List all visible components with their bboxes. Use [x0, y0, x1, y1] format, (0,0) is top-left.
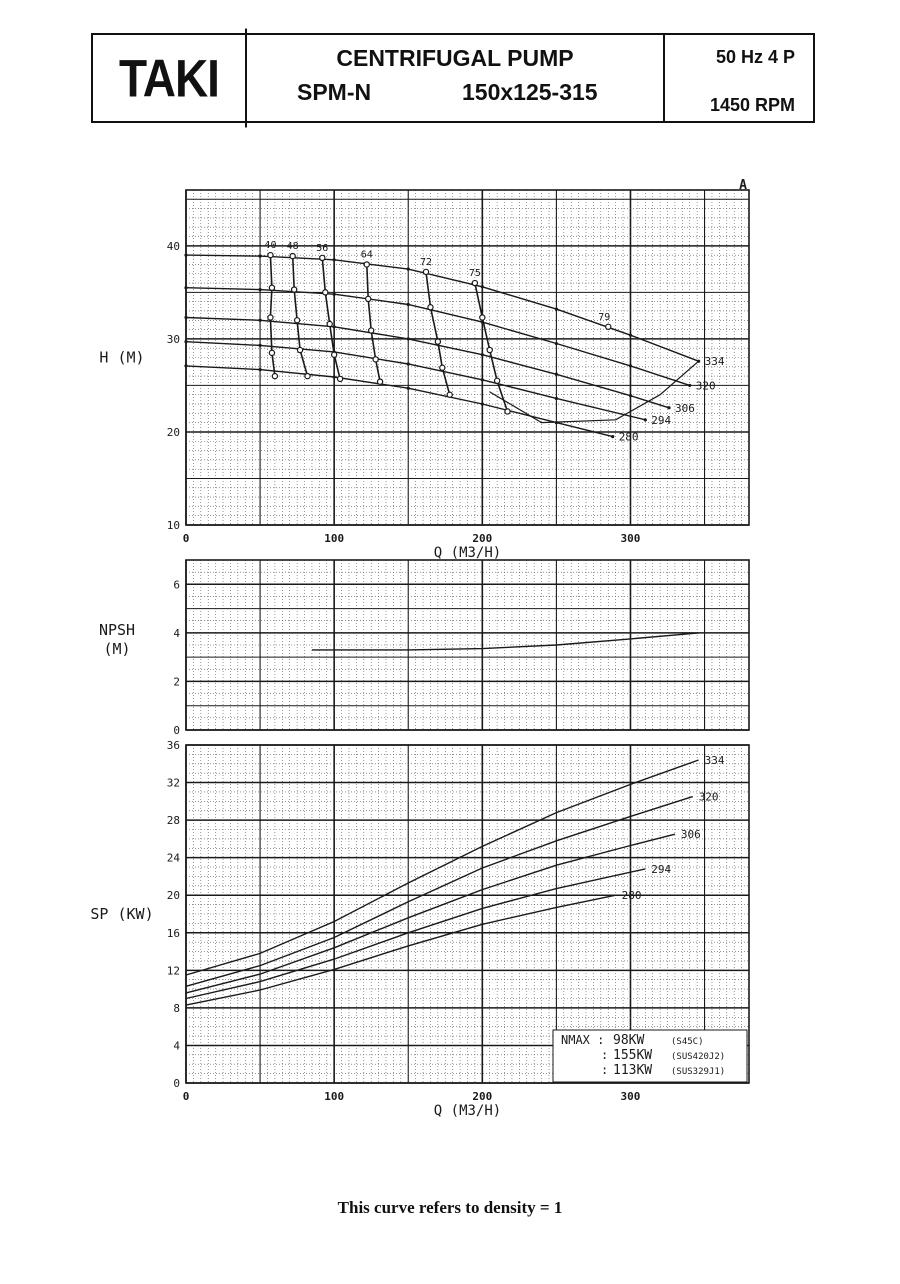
efficiency-point	[428, 305, 433, 310]
efficiency-point	[292, 287, 297, 292]
x-tick-label: 100	[324, 1090, 345, 1103]
data-point	[629, 334, 632, 337]
chart-marker: A	[739, 178, 747, 193]
data-point	[611, 435, 614, 438]
data-point	[407, 362, 410, 365]
series-line-334	[186, 760, 699, 975]
efficiency-point	[495, 378, 500, 383]
efficiency-point	[297, 347, 302, 352]
y-tick-label: 36	[166, 739, 180, 752]
y-tick-label: 28	[166, 814, 180, 828]
data-point	[333, 258, 336, 261]
efficiency-point	[487, 347, 492, 352]
series-label: 306	[680, 828, 701, 842]
efficiency-point	[364, 262, 369, 267]
efficiency-point	[369, 328, 374, 333]
data-point	[333, 375, 336, 378]
efficiency-point	[290, 253, 295, 258]
data-point	[258, 254, 261, 257]
y-tick-label: 6	[173, 578, 180, 592]
data-point	[184, 340, 187, 343]
efficiency-curve-56	[322, 258, 340, 379]
data-point	[629, 394, 632, 397]
efficiency-label: 40	[264, 240, 277, 252]
data-point	[258, 319, 261, 322]
product-title: CENTRIFUGAL PUMP	[336, 45, 574, 71]
efficiency-label: 56	[316, 242, 329, 254]
nmax-material: (SUS329J1)	[671, 1067, 726, 1077]
efficiency-point	[435, 339, 440, 344]
y-tick-label: 10	[166, 519, 180, 532]
data-point	[555, 397, 558, 400]
data-point	[481, 378, 484, 381]
series-label: 294	[651, 413, 672, 427]
series-label: 320	[698, 790, 719, 804]
x-axis-label: Q (M3/H)	[433, 1103, 502, 1119]
y-tick-label: 4	[173, 626, 180, 640]
y-axis-label: NPSH	[98, 621, 136, 639]
series-label: 280	[618, 430, 639, 444]
efficiency-point	[268, 253, 273, 258]
efficiency-point	[480, 315, 485, 320]
series-line-npsh	[312, 633, 699, 650]
x-axis-label: Q (M3/H)	[433, 545, 502, 561]
data-point	[258, 288, 261, 291]
efficiency-point	[440, 365, 445, 370]
y-tick-label: 4	[173, 1039, 180, 1053]
efficiency-point	[269, 350, 274, 355]
efficiency-label: 79	[598, 311, 611, 323]
series-line-320	[186, 797, 693, 987]
series-label: SPM-N	[297, 79, 372, 105]
efficiency-curve-64	[367, 264, 380, 381]
x-tick-label: 300	[620, 532, 641, 545]
data-point	[667, 406, 670, 409]
efficiency-point	[423, 269, 428, 274]
data-point	[407, 267, 410, 270]
efficiency-point	[373, 357, 378, 362]
data-point	[258, 344, 261, 347]
series-label: 294	[651, 862, 672, 876]
nmax-prefix: NMAX :	[561, 1033, 605, 1047]
nmax-value: 98KW	[613, 1033, 645, 1048]
data-point	[258, 368, 261, 371]
data-point	[407, 303, 410, 306]
nmax-value: 155KW	[613, 1048, 653, 1063]
efficiency-point	[337, 376, 342, 381]
nmax-value: 113KW	[613, 1063, 653, 1078]
efficiency-point	[272, 374, 277, 379]
chart-grid-1	[186, 560, 749, 730]
data-point	[481, 402, 484, 405]
data-point	[184, 254, 187, 257]
y-tick-label: 8	[173, 1001, 180, 1015]
y-axis-label: H (M)	[99, 348, 145, 367]
efficiency-point	[332, 352, 337, 357]
efficiency-point	[472, 280, 477, 285]
x-tick-label: 200	[472, 1090, 493, 1103]
efficiency-point	[323, 290, 328, 295]
data-point	[629, 364, 632, 367]
x-tick-label: 200	[472, 532, 493, 545]
data-point	[333, 293, 336, 296]
speed-label: 1450 RPM	[709, 95, 795, 115]
data-point	[481, 353, 484, 356]
efficiency-label: 48	[286, 241, 299, 253]
data-point	[184, 364, 187, 367]
efficiency-curve-48	[293, 256, 308, 376]
efficiency-point	[447, 392, 452, 397]
x-tick-label: 300	[620, 1090, 641, 1103]
efficiency-point	[377, 379, 382, 384]
efficiency-point	[366, 296, 371, 301]
y-tick-label: 30	[166, 332, 180, 346]
x-tick-label: 0	[182, 532, 190, 545]
brand-logo: TAKI	[93, 29, 247, 128]
y-axis-label: SP (KW)	[90, 905, 154, 923]
data-point	[481, 285, 484, 288]
efficiency-point	[327, 321, 332, 326]
efficiency-point	[268, 315, 273, 320]
data-point	[555, 308, 558, 311]
y-tick-label: 32	[166, 776, 180, 790]
efficiency-point	[305, 374, 310, 379]
efficiency-point	[606, 324, 611, 329]
y-tick-label: 16	[166, 926, 180, 940]
efficiency-label: 64	[360, 249, 373, 261]
data-point	[555, 342, 558, 345]
y-tick-label: 24	[166, 851, 180, 865]
size-label: 150x125-315	[462, 79, 598, 105]
data-point	[407, 387, 410, 390]
efficiency-point	[505, 409, 510, 414]
data-point	[184, 286, 187, 289]
series-label: 306	[674, 401, 695, 415]
efficiency-label: 72	[419, 256, 433, 268]
nmax-prefix: :	[601, 1048, 609, 1062]
efficiency-label: 75	[468, 268, 481, 280]
data-point	[333, 325, 336, 328]
efficiency-point	[295, 318, 300, 323]
data-point	[407, 337, 410, 340]
y-tick-label: 2	[173, 675, 180, 689]
x-tick-label: 0	[182, 1090, 190, 1103]
series-label: 334	[704, 355, 725, 369]
data-point	[555, 373, 558, 376]
nmax-material: (SUS420J2)	[671, 1052, 726, 1062]
series-line-306	[186, 318, 669, 408]
y-tick-label: 0	[173, 1077, 180, 1090]
y-tick-label: 20	[166, 889, 180, 903]
y-tick-label: 40	[166, 239, 180, 253]
y-axis-label: (M)	[103, 640, 131, 658]
x-tick-label: 100	[324, 532, 345, 545]
y-tick-label: 0	[173, 724, 180, 737]
data-point	[184, 316, 187, 319]
frequency-label: 50 Hz 4 P	[715, 47, 795, 67]
data-point	[688, 384, 691, 387]
nmax-material: (S45C)	[671, 1037, 704, 1047]
y-tick-label: 20	[166, 425, 180, 439]
data-point	[644, 418, 647, 421]
series-label: 334	[704, 754, 725, 768]
series-label: 280	[621, 889, 642, 903]
efficiency-point	[320, 255, 325, 260]
nmax-prefix: :	[601, 1063, 609, 1077]
y-tick-label: 12	[166, 964, 180, 978]
density-note: This curve refers to density = 1	[337, 1198, 563, 1217]
series-label: 320	[695, 379, 716, 393]
efficiency-point	[269, 285, 274, 290]
